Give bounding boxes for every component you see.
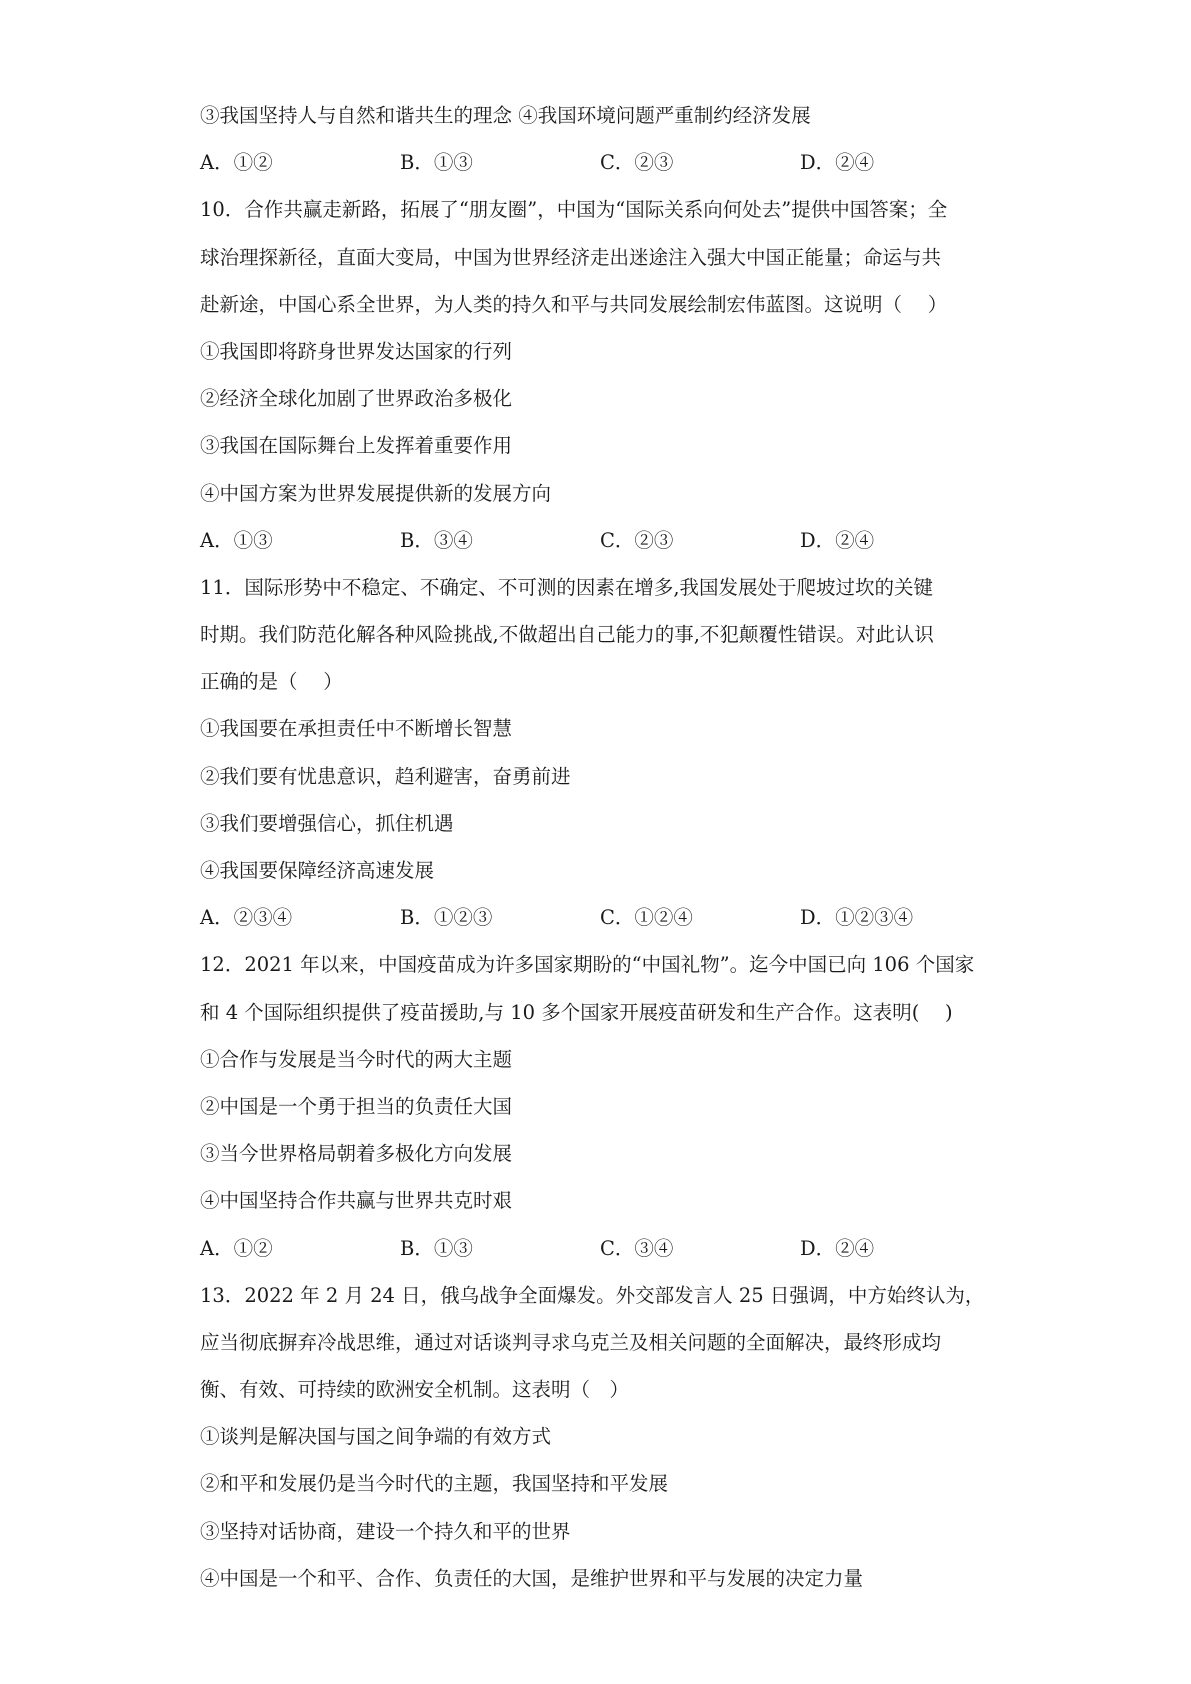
- question-11: [200, 564, 1000, 942]
- statement-item: ②经济全球化加剧了世界政治多极化: [200, 387, 513, 411]
- option-c: C．②③: [600, 151, 674, 175]
- statement-item: ②中国是一个勇于担当的负责任大国: [200, 1094, 513, 1118]
- question-stem-line: 和 4 个国际组织提供了疫苗援助,与 10 多个国家开展疫苗研发和生产合作。这表明( ): [200, 1000, 953, 1024]
- option-c: C．②③: [600, 528, 674, 552]
- option-a: A．①②: [200, 151, 273, 175]
- continuation-line: ③我国坚持人与自然和谐共生的理念 ④我国环境问题严重制约经济发展: [200, 104, 811, 127]
- statement-item: ②我们要有忧患意识，趋利避害，奋勇前进: [200, 764, 571, 788]
- continuation-options: [200, 139, 1000, 186]
- option-d: D．②④: [800, 528, 875, 552]
- statement-item: ③我们要增强信心，抓住机遇: [200, 811, 454, 835]
- question-stem-line: 时期。我们防范化解各种风险挑战,不做超出自己能力的事,不犯颠覆性错误。对此认识: [200, 623, 934, 647]
- question-stem-line: 应当彻底摒弃冷战思维，通过对话谈判寻求乌克兰及相关问题的全面解决，最终形成均: [200, 1330, 942, 1354]
- statement-item: ②和平和发展仍是当今时代的主题，我国坚持和平发展: [200, 1472, 669, 1496]
- question-stem-line: 赴新途，中国心系全世界，为人类的持久和平与共同发展绘制宏伟蓝图。这说明（ ）: [200, 292, 948, 316]
- question-stem-line: 衡、有效、可持续的欧洲安全机制。这表明（ ）: [200, 1378, 630, 1402]
- option-d: D．②④: [800, 1236, 875, 1260]
- question-stem-line: 13．2022 年 2 月 24 日，俄乌战争全面爆发。外交部发言人 25 日强调，中方始终认为，: [200, 1283, 985, 1307]
- option-a: A．①②: [200, 1236, 273, 1260]
- statement-item: ③坚持对话协商，建设一个持久和平的世界: [200, 1519, 571, 1543]
- statement-item: ①合作与发展是当今时代的两大主题: [200, 1047, 513, 1071]
- statement-item: ④中国坚持合作共赢与世界共克时艰: [200, 1189, 513, 1213]
- option-b: B．①③: [400, 1236, 473, 1260]
- option-b: B．①③: [400, 151, 473, 175]
- option-b: B．③④: [400, 528, 473, 552]
- option-d: D．②④: [800, 151, 875, 175]
- answer-options: [200, 1225, 1000, 1272]
- question-stem-line: 10．合作共赢走新路，拓展了“朋友圈”，中国为“国际关系向何处去”提供中国答案；全: [200, 198, 948, 222]
- question-stem-line: 12．2021 年以来，中国疫苗成为许多国家期盼的“中国礼物”。迄今中国已向 106 个国家: [200, 953, 975, 977]
- statement-item: ①谈判是解决国与国之间争端的有效方式: [200, 1425, 552, 1449]
- option-a: A．①③: [200, 528, 273, 552]
- question-stem-line: 球治理探新径，直面大变局，中国为世界经济走出迷途注入强大中国正能量；命运与共: [200, 245, 942, 269]
- option-c: C．③④: [600, 1236, 674, 1260]
- statement-item: ③当今世界格局朝着多极化方向发展: [200, 1142, 513, 1166]
- statement-item: ①我国要在承担责任中不断增长智慧: [200, 717, 513, 741]
- question-stem-line: 11．国际形势中不稳定、不确定、不可测的因素在增多,我国发展处于爬坡过坎的关键: [200, 575, 934, 599]
- statement-item: ③我国在国际舞台上发挥着重要作用: [200, 434, 513, 458]
- page-content: [200, 92, 1000, 1602]
- option-c: C．①②④: [600, 906, 693, 930]
- answer-options: [200, 517, 1000, 564]
- question-13: [200, 1272, 1000, 1602]
- option-a: A．②③④: [200, 906, 293, 930]
- statement-item: ④我国要保障经济高速发展: [200, 859, 435, 882]
- question-10: [200, 186, 1000, 564]
- option-b: B．①②③: [400, 906, 493, 930]
- question-12: [200, 941, 1000, 1271]
- answer-options: [200, 894, 1000, 941]
- statement-item: ①我国即将跻身世界发达国家的行列: [200, 339, 513, 363]
- option-d: D．①②③④: [800, 906, 914, 930]
- statement-item: ④中国是一个和平、合作、负责任的大国，是维护世界和平与发展的决定力量: [200, 1566, 864, 1590]
- question-stem-line: 正确的是（ ）: [200, 670, 343, 694]
- statement-item: ④中国方案为世界发展提供新的发展方向: [200, 481, 552, 505]
